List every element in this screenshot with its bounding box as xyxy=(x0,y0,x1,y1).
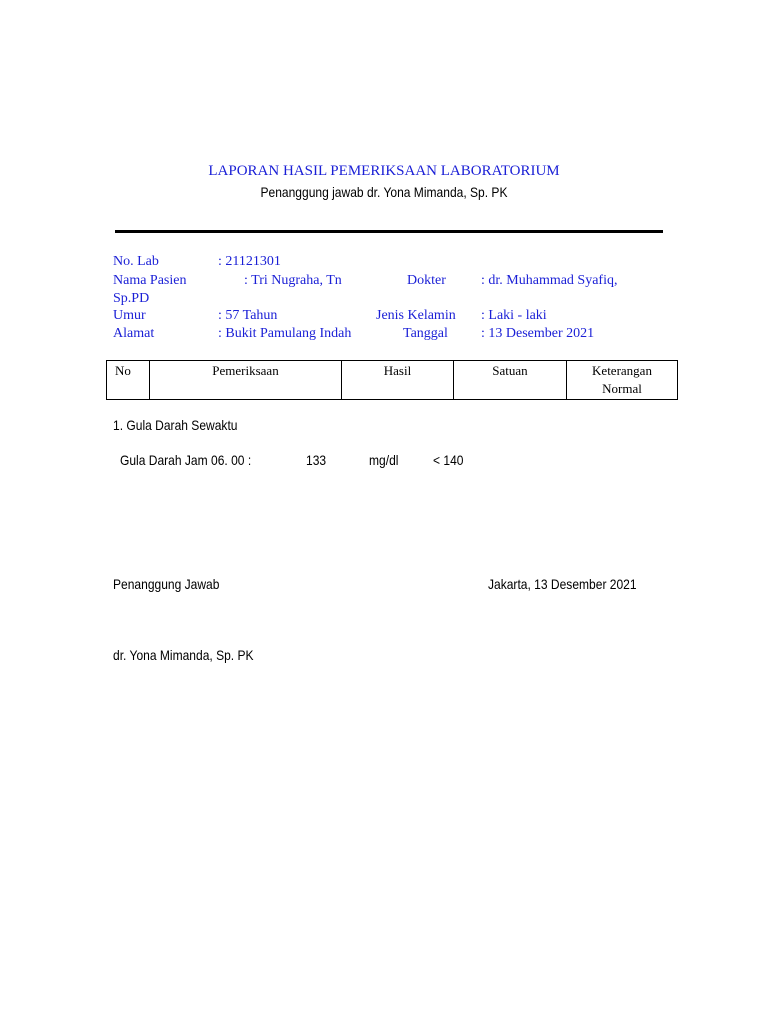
results-header-table xyxy=(106,360,678,400)
umur-value: : 57 Tahun xyxy=(218,308,278,323)
table-header-row xyxy=(107,361,678,400)
col-pemeriksaan: Pemeriksaan xyxy=(150,361,342,400)
dokter-label: Dokter xyxy=(407,273,446,288)
dokter-value-continued: Sp.PD xyxy=(113,291,150,306)
umur-label: Umur xyxy=(113,308,146,323)
result-item-normal: < 140 xyxy=(433,452,464,468)
jenis-kelamin-label: Jenis Kelamin xyxy=(376,308,456,323)
col-keterangan-label: Keterangan xyxy=(592,363,652,378)
penanggung-jawab-label: Penanggung Jawab xyxy=(113,576,220,592)
place-date: Jakarta, 13 Desember 2021 xyxy=(488,576,637,592)
section-gula-darah: 1. Gula Darah Sewaktu xyxy=(113,417,238,433)
signatory-name: dr. Yona Mimanda, Sp. PK xyxy=(113,647,254,663)
header-divider xyxy=(115,230,663,233)
alamat-label: Alamat xyxy=(113,326,155,341)
result-item-value: 133 xyxy=(306,452,327,468)
nama-pasien-value: : Tri Nugraha, Tn xyxy=(244,273,342,288)
alamat-value: : Bukit Pamulang Indah xyxy=(218,326,352,341)
dokter-value: : dr. Muhammad Syafiq, xyxy=(481,273,618,288)
nama-pasien-label: Nama Pasien xyxy=(113,273,187,288)
report-title: LAPORAN HASIL PEMERIKSAAN LABORATORIUM xyxy=(208,163,560,179)
col-no: No xyxy=(107,361,150,400)
col-keterangan-normal xyxy=(567,361,678,400)
col-satuan: Satuan xyxy=(454,361,567,400)
no-lab-value: : 21121301 xyxy=(218,254,281,269)
result-item-unit: mg/dl xyxy=(369,452,399,468)
report-subtitle: Penanggung jawab dr. Yona Mimanda, Sp. PK xyxy=(260,184,508,200)
result-item-name: Gula Darah Jam 06. 00 : xyxy=(120,452,252,468)
jenis-kelamin-value: : Laki - laki xyxy=(481,308,547,323)
no-lab-label: No. Lab xyxy=(113,254,159,269)
col-normal-label: Normal xyxy=(602,381,642,396)
tanggal-label: Tanggal xyxy=(403,326,448,341)
tanggal-value: : 13 Desember 2021 xyxy=(481,326,595,341)
col-hasil: Hasil xyxy=(342,361,454,400)
